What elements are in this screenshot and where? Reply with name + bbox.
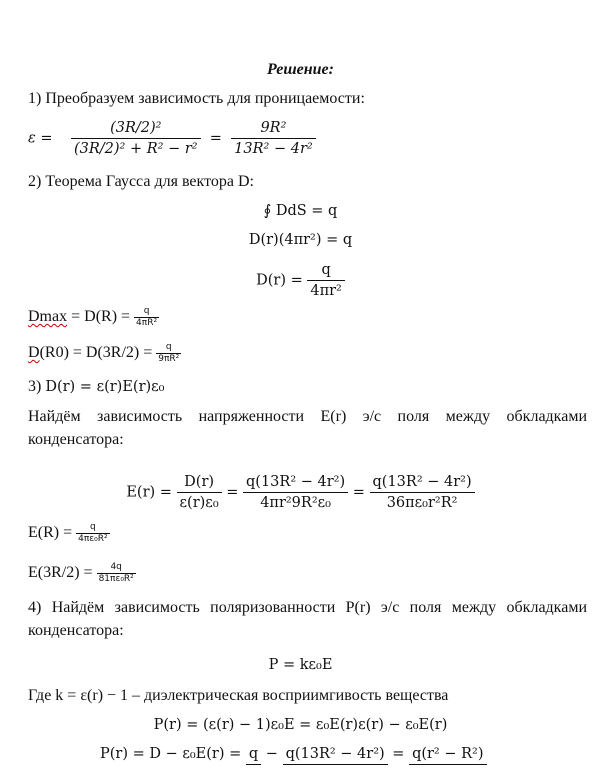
epsilon-lhs: ε = xyxy=(28,130,53,147)
fraction-denominator: 9πR² xyxy=(158,354,180,364)
fraction-numerator: q(13R² − 4r²) xyxy=(283,744,388,765)
final-formula-partial xyxy=(100,744,487,765)
fraction-numerator: q xyxy=(246,744,261,765)
e-formula xyxy=(0,472,601,513)
fraction-numerator: q xyxy=(165,342,172,352)
dmax-rest: = D(R) = xyxy=(67,308,131,326)
dmax-label: Dmax xyxy=(28,308,68,326)
fraction-numerator: q(r² − R²) xyxy=(409,744,486,765)
minus-sign: − xyxy=(265,746,278,762)
fraction-numerator: q(13R² − 4r²) xyxy=(246,474,346,490)
fraction-denominator: 4πε₀R² xyxy=(78,534,108,544)
final-fraction-3 xyxy=(409,744,486,765)
e3r-label: E(3R/2) = xyxy=(28,564,93,582)
fraction-numerator: q xyxy=(143,306,150,316)
fraction-denominator: 36πε₀r²R² xyxy=(370,492,475,513)
step1-text: 1) Преобразуем зависимость для проницаемости: xyxy=(28,90,365,107)
e-fraction-3 xyxy=(370,472,475,513)
fraction-numerator: q xyxy=(90,522,96,532)
fraction-numerator: 4q xyxy=(110,562,122,572)
er-formula xyxy=(28,522,110,545)
step4-text: 4) Найдём зависимость поляризованности P(r) э/с поля между обкладками конденсатора: xyxy=(28,599,587,639)
polarization-equation: P(r) = (ε(r) − 1)ε₀E = ε₀E(r)ε(r) − ε₀E(r) xyxy=(153,717,448,733)
step2-text: 2) Теорема Гаусса для вектора D: xyxy=(28,173,254,190)
epsilon-formula xyxy=(28,118,316,159)
e-fraction-1 xyxy=(177,472,222,513)
fraction-denominator: 81πε₀R² xyxy=(98,574,134,584)
epsilon-fraction-2 xyxy=(231,118,316,159)
dr0-rest: (R0) = D(3R/2) = xyxy=(39,344,153,362)
fraction-numerator: D(r) xyxy=(184,474,215,490)
step3-label: 3) xyxy=(28,378,46,395)
fraction-numerator: q xyxy=(321,262,331,278)
flux-equation: D(r)(4πr²) = q xyxy=(248,232,353,248)
e-lhs: E(r) = xyxy=(126,484,172,501)
dr0-formula xyxy=(28,342,181,365)
equals-sign: = xyxy=(226,484,239,501)
fraction-numerator: (3R/2)² xyxy=(110,120,162,136)
fraction-denominator: 4πr² xyxy=(307,280,345,301)
fraction-numerator: 9R² xyxy=(260,120,287,136)
step3-heading xyxy=(28,377,164,397)
e-fraction-2 xyxy=(243,472,348,513)
step3-equation: D(r) = ε(r)E(r)ε₀ xyxy=(45,379,165,395)
fraction-denominator: (3R/2)² + R² − r² xyxy=(71,138,201,159)
er-fraction xyxy=(76,522,109,545)
fraction-denominator: 4πr²9R²ε₀ xyxy=(243,492,348,513)
d-formula xyxy=(0,260,601,301)
solution-title: Решение: xyxy=(267,61,334,78)
dmax-fraction xyxy=(134,306,159,329)
fraction-denominator: 4πR² xyxy=(136,318,158,328)
dr0-fraction xyxy=(156,342,181,365)
step3-text: Найдём зависимость напряженности E(r) э/с поля между обкладками конденсатора: xyxy=(28,408,587,448)
equals-sign: = xyxy=(392,746,405,762)
e3r-fraction xyxy=(97,562,136,585)
er-label: E(R) = xyxy=(28,524,73,542)
d-fraction xyxy=(307,260,345,301)
final-fraction-2 xyxy=(283,744,388,765)
fraction-denominator: 13R² − 4r² xyxy=(231,138,316,159)
equals-sign: = xyxy=(352,484,365,501)
d-lhs: D(r) = xyxy=(256,272,303,289)
e3r-formula xyxy=(28,562,136,585)
fraction-numerator: q(13R² − 4r²) xyxy=(372,474,472,490)
epsilon-fraction-1 xyxy=(71,118,201,159)
fraction-denominator: ε(r)ε₀ xyxy=(177,492,222,513)
dmax-formula xyxy=(28,306,159,329)
polarization-vector-equation: P = kε₀E xyxy=(268,657,333,673)
final-lhs: P(r) = D − ε₀E(r) = xyxy=(100,746,242,762)
gauss-theorem: ∮ DdS = q xyxy=(263,203,338,219)
susceptibility-text: Где k = ε(r) − 1 – диэлектрическая восприимгивость вещества xyxy=(28,687,449,704)
final-fraction-1 xyxy=(246,744,261,765)
dr0-label: D xyxy=(28,344,40,362)
equals-sign: = xyxy=(209,130,222,147)
